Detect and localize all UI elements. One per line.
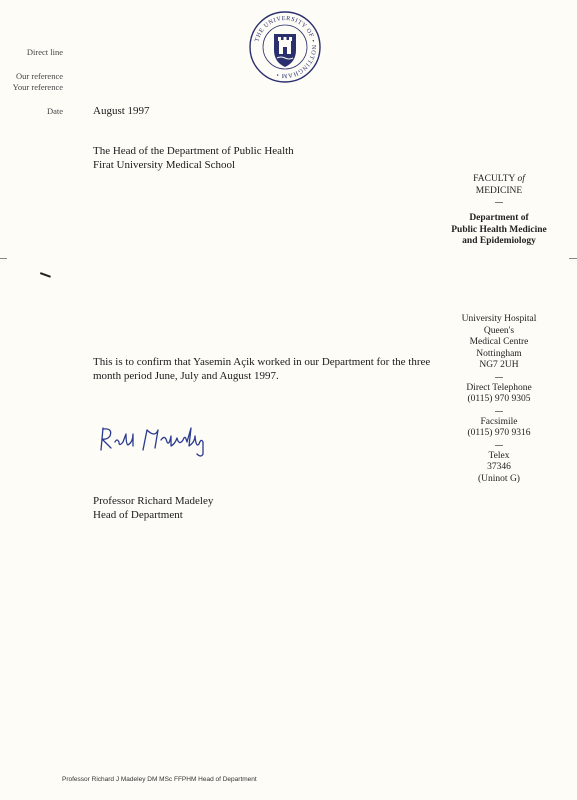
department-block <box>440 213 558 248</box>
faculty-name-part1: FACULTY <box>473 174 516 184</box>
letter-date: August 1997 <box>93 105 150 117</box>
address-line: University Hospital <box>461 314 537 324</box>
address-line: Nottingham <box>476 348 522 359</box>
faculty-block <box>440 174 558 248</box>
facsimile-label: Facsimile <box>480 416 518 427</box>
fold-mark-left <box>0 258 7 259</box>
facsimile-value: (0115) 970 9316 <box>467 428 531 438</box>
telex-value: 37346 <box>487 462 511 472</box>
department-line-3: and Epidemiology <box>462 236 536 246</box>
body-line-2: month period June, July and August 1997. <box>93 370 279 382</box>
fold-mark-right <box>569 258 577 259</box>
address-line: NG7 2UH <box>479 360 519 370</box>
faculty-name-of: of <box>517 174 525 184</box>
telex-code: (Uninot G) <box>478 473 520 484</box>
address-line: Medical Centre <box>469 337 529 347</box>
date-label: Date <box>46 106 63 116</box>
divider <box>495 377 503 378</box>
svg-text:THE UNIVERSITY OF • NOTTINGHAM: THE UNIVERSITY OF • NOTTINGHAM • <box>253 14 318 80</box>
handwritten-signature <box>95 420 220 460</box>
divider <box>495 411 503 412</box>
punch-mark <box>40 272 51 277</box>
our-reference-label: Our reference <box>16 71 63 81</box>
direct-telephone-value: (0115) 970 9305 <box>467 394 531 404</box>
faculty-name <box>440 174 558 186</box>
direct-line-label: Direct line <box>26 47 63 57</box>
signatory-name: Professor Richard Madeley <box>93 495 214 507</box>
signatory-title: Head of Department <box>93 509 183 521</box>
recipient-line-1: The Head of the Department of Public Health <box>93 145 294 157</box>
divider <box>495 202 503 203</box>
divider <box>495 445 503 446</box>
direct-telephone-label: Direct Telephone <box>466 382 532 393</box>
university-crest-logo <box>248 10 322 84</box>
recipient-line-2: Firat University Medical School <box>93 159 236 171</box>
department-line-2: Public Health Medicine <box>451 224 547 235</box>
footer-text: Professor Richard J Madeley DM MSc FFPHM Head of Department <box>62 776 257 783</box>
address-line: Queen's <box>483 325 515 336</box>
your-reference-label: Your reference <box>12 82 63 92</box>
address-block <box>440 314 558 485</box>
faculty-name-part2: MEDICINE <box>475 185 523 196</box>
body-line-1: This is to confirm that Yasemin Açik worked in our Department for the three <box>93 356 431 368</box>
telex-label: Telex <box>488 450 510 461</box>
department-line-1: Department of <box>469 213 529 223</box>
